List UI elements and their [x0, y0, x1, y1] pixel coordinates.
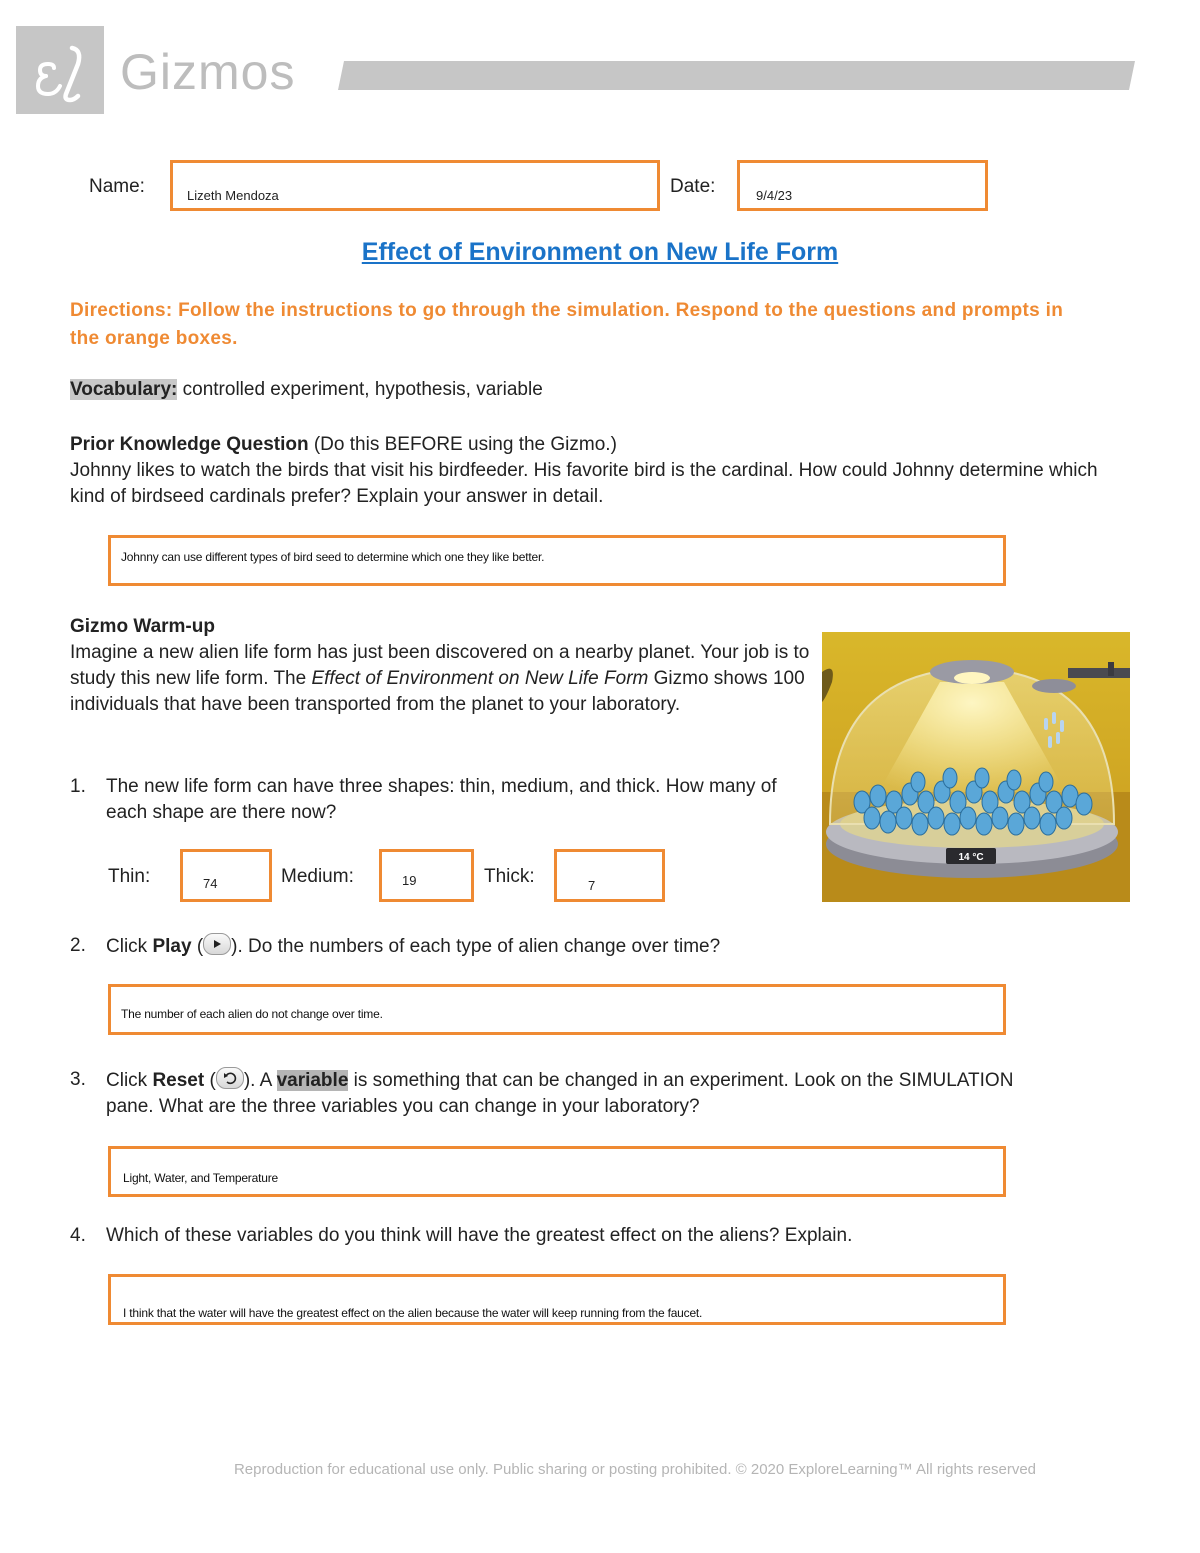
- date-value: 9/4/23: [756, 188, 793, 203]
- q2-answer-box[interactable]: [108, 984, 1006, 1035]
- reset-button-icon: [216, 1067, 244, 1089]
- explorelearning-el-logo-icon: [16, 26, 104, 114]
- thick-label: Thick:: [484, 866, 535, 887]
- brand-name: Gizmos: [120, 44, 296, 100]
- name-field[interactable]: [170, 160, 660, 211]
- q2-text: Click Play ( ). Do the numbers of each type of alien change over time?: [106, 933, 1006, 960]
- prior-knowledge-section: [70, 432, 1100, 510]
- q3-answer-box[interactable]: [108, 1146, 1006, 1197]
- variable-term: variable: [276, 1070, 349, 1091]
- play-label: Play: [152, 936, 192, 957]
- warmup-heading: Gizmo Warm-up: [70, 616, 215, 637]
- thin-label: Thin:: [108, 866, 151, 887]
- q4-answer: I think that the water will have the greatest effect on the alien because the water will keep running from the faucet.: [123, 1306, 703, 1320]
- play-button-icon: [203, 933, 231, 955]
- name-value: Lizeth Mendoza: [187, 188, 279, 203]
- vocabulary-line: [70, 377, 543, 403]
- q2-number: 2.: [70, 935, 86, 956]
- warmup-section: [70, 614, 810, 718]
- q4-number: 4.: [70, 1225, 86, 1246]
- prior-knowledge-question: Johnny likes to watch the birds that visit his birdfeeder. His favorite bird is the cardinal. How could Johnny determine which kind of birdseed cardinals prefer? Explain your answer in detail.: [70, 460, 1098, 507]
- logo-badge: [16, 26, 104, 114]
- vocabulary-label: Vocabulary:: [70, 379, 178, 400]
- q4-answer-box[interactable]: [108, 1274, 1006, 1325]
- warmup-intro: Imagine a new alien life form has just been discovered on a nearby planet. Your job is to study this new life form. The Effect of Environment on New Life Form Gizmo shows 100 individuals that have been transported from the planet to your laboratory.: [70, 642, 810, 715]
- q3-answer: Light, Water, and Temperature: [123, 1171, 278, 1185]
- footer-copyright: Reproduction for educational use only. Public sharing or posting prohibited. © 2020 ExploreLearning™ All rights reserved: [233, 1461, 1037, 1478]
- directions-text: Directions: Follow the instructions to go through the simulation. Respond to the questions and prompts in the orange boxes.: [70, 300, 1064, 349]
- name-label: Name:: [89, 176, 145, 197]
- thin-count-field[interactable]: [180, 849, 272, 902]
- prior-knowledge-answer: Johnny can use different types of bird seed to determine which one they like better.: [121, 550, 545, 564]
- q3-text: Click Reset ( ). A variable is something that can be changed in an experiment. Look on the SIMULATION pane. What are the three variables you can change in your laboratory?: [106, 1067, 1016, 1120]
- prior-knowledge-note: (Do this BEFORE using the Gizmo.): [308, 434, 617, 455]
- thick-count-field[interactable]: [554, 849, 665, 902]
- medium-count-field[interactable]: [379, 849, 474, 902]
- vocabulary-terms: controlled experiment, hypothesis, variable: [177, 379, 543, 400]
- medium-count-value: 19: [402, 873, 417, 888]
- date-label: Date:: [670, 176, 716, 197]
- reset-label: Reset: [152, 1070, 205, 1091]
- gizmo-name-italic: Effect of Environment on New Life Form: [311, 668, 649, 689]
- date-field[interactable]: [737, 160, 988, 211]
- page-title: Effect of Environment on New Life Form: [361, 238, 839, 266]
- q4-text: Which of these variables do you think will have the greatest effect on the aliens? Explain.: [106, 1225, 853, 1246]
- q3-number: 3.: [70, 1069, 86, 1090]
- header-decorative-bar: [338, 61, 1135, 90]
- q1-text: The new life form can have three shapes: thin, medium, and thick. How many of each shape are there now?: [106, 776, 777, 823]
- thin-count-value: 74: [203, 876, 218, 891]
- thick-count-value: 7: [588, 878, 596, 893]
- gizmo-simulation-image: [822, 632, 1130, 902]
- temperature-readout: 14 °C: [958, 852, 984, 863]
- q1-number: 1.: [70, 776, 86, 797]
- medium-label: Medium:: [281, 866, 354, 887]
- q2-answer: The number of each alien do not change over time.: [121, 1007, 383, 1021]
- prior-knowledge-heading: Prior Knowledge Question: [70, 434, 309, 455]
- prior-knowledge-answer-box[interactable]: [108, 535, 1006, 586]
